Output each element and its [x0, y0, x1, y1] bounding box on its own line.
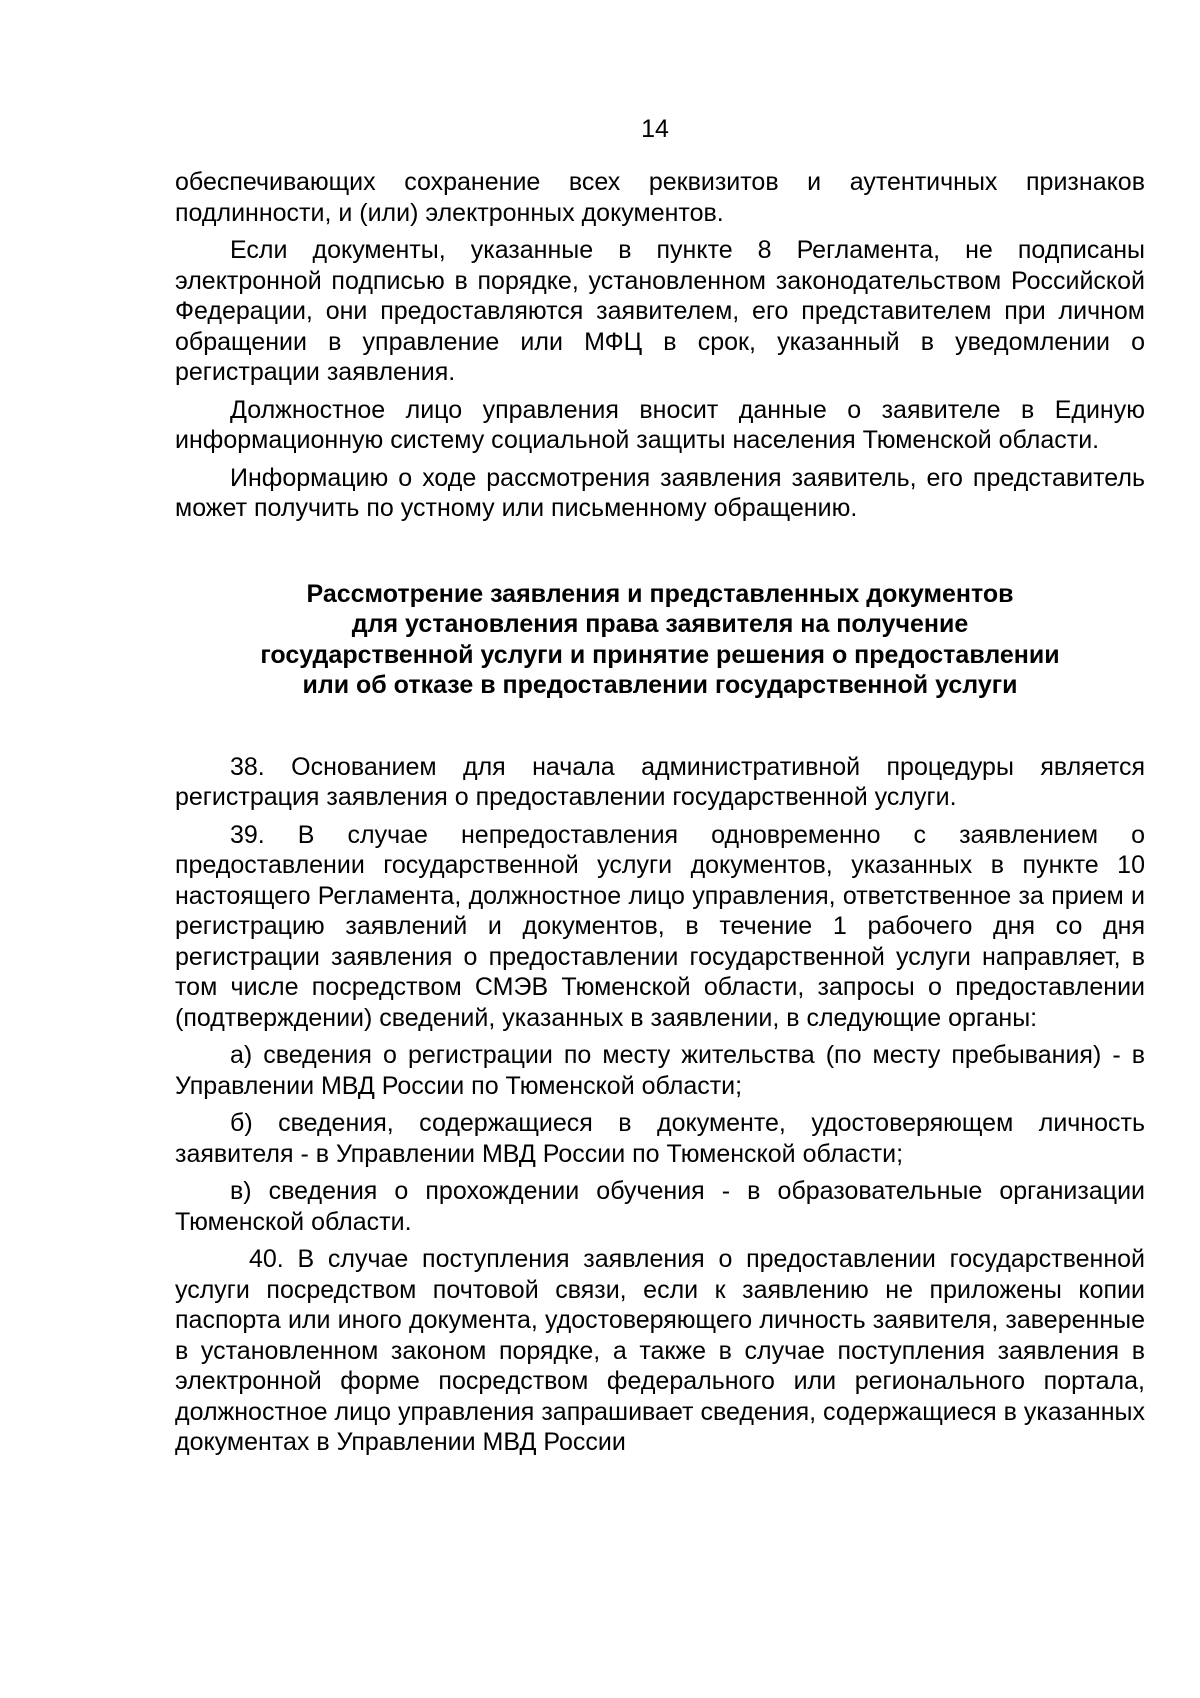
paragraph-documents-not-signed: Если документы, указанные в пункте 8 Регламента, не подписаны электронной подписью в порядке, установленном законодательством Российской Федерации, они предоставляются заявителем, его представителем при личном обращении в управление или МФЦ в срок, указанный в уведомлении о регистрации заявления. [175, 236, 1145, 386]
paragraph-subitem-b: б) сведения, содержащиеся в документе, удостоверяющем личность заявителя - в Управлении МВД России по Тюменской области; [175, 1109, 1145, 1168]
paragraph-subitem-a: а) сведения о регистрации по месту жительства (по месту пребывания) - в Управлении МВД России по Тюменской области; [175, 1041, 1145, 1100]
section-heading-line: государственной услуги и принятие решения о предоставлении [260, 640, 1060, 669]
paragraph-progress-info: Информацию о ходе рассмотрения заявления заявитель, его представитель может получить по устному или письменному обращению. [175, 463, 1145, 522]
section-heading-line: или об отказе в предоставлении государственной услуги [302, 671, 1018, 699]
section-heading-line: для установления права заявителя на получение [351, 610, 969, 638]
paragraph-item-39: 39. В случае непредоставления одновременно с заявлением о предоставлении государственной услуги документов, указанных в пункте 10 настоящего Регламента, должностное лицо управления, ответственное за прием и регистрацию заявлений и документов, в течение 1 рабочего дня со дня регистрации заявления о предоставлении государственной услуги направляет, в том числе посредством СМЭВ Тюменской области, запросы о предоставлении (подтверждении) сведений, указанных в заявлении, в следующие органы: [175, 820, 1145, 1032]
paragraph-continuation: обеспечивающих сохранение всех реквизитов и аутентичных признаков подлинности, и (или) электронных документов. [175, 168, 1145, 227]
document-body [175, 167, 1145, 1465]
paragraph-official-enters-data: Должностное лицо управления вносит данные о заявителе в Единую информационную систему социальной защиты населения Тюменской области. [175, 395, 1145, 454]
paragraph-item-40: 40. В случае поступления заявления о предоставлении государственной услуги посредством почтовой связи, если к заявлению не приложены копии паспорта или иного документа, удостоверяющего личность заявителя, заверенные в установленном законом порядке, а также в случае поступления заявления в электронной форме посредством федерального или регионального портала, должностное лицо управления запрашивает сведения, содержащиеся в указанных документах в Управлении МВД России [175, 1245, 1145, 1456]
paragraph-subitem-v: в) сведения о прохождении обучения - в образовательные организации Тюменской области. [175, 1177, 1145, 1236]
page-number: 14 [641, 115, 669, 143]
section-heading-line: Рассмотрение заявления и представленных документов [306, 579, 1014, 608]
paragraph-item-38: 38. Основанием для начала административной процедуры является регистрация заявления о предоставлении государственной услуги. [175, 752, 1145, 811]
section-heading [175, 579, 1145, 701]
